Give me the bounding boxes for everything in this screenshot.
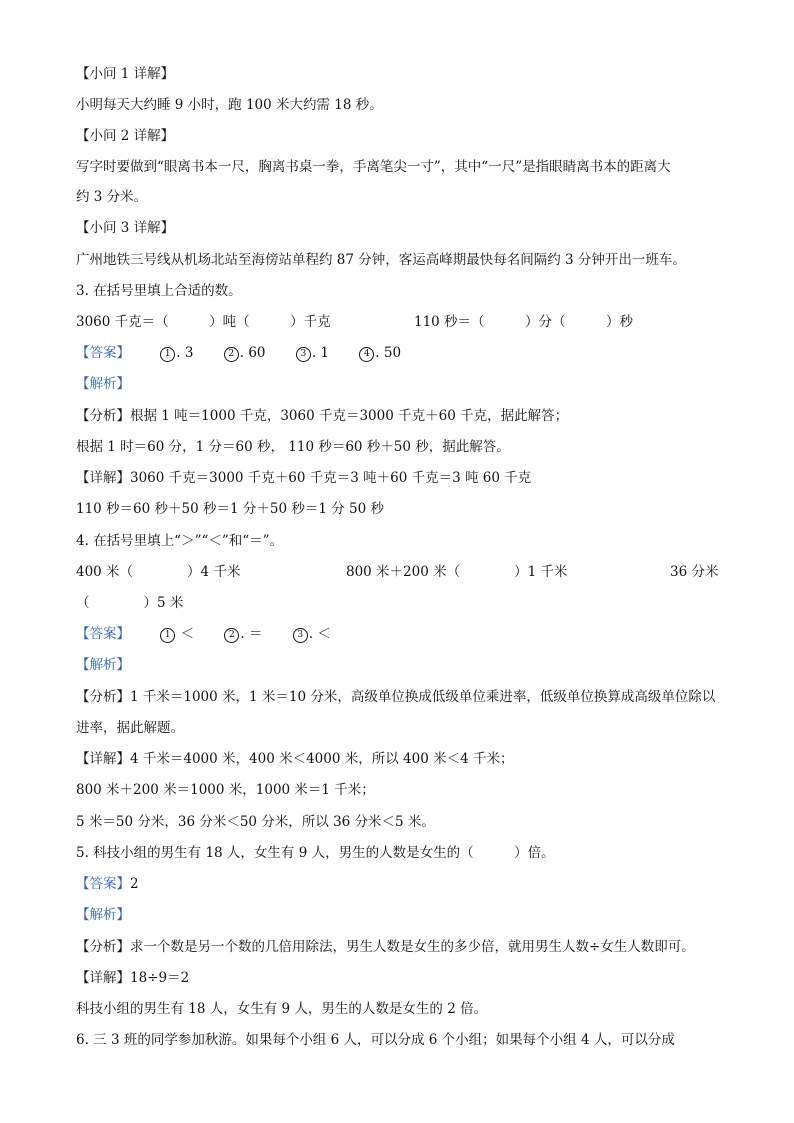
sub2-heading: 【小问 2 详解】 [76,128,175,144]
circled-number-2: 2 [224,347,239,362]
circled-number-1: 1 [160,347,175,362]
q4-answer-2 [224,624,262,644]
q3-item2: 110 秒＝（ ）分（ ）秒 [414,314,634,330]
q4-answer-2-value: . ＝ [240,626,263,642]
q3-answer-1-value: . 3 [176,345,194,361]
q5-answer-value: 2 [130,876,139,892]
q4-answer-3 [293,624,331,644]
q4-item1: 400 米（ ）4 千米 [76,564,241,580]
q6-title: 6. 三 3 班的同学参加秋游。如果每个小组 6 人，可以分成 6 个小组；如果每个小组 4 人，可以分成 [76,1032,675,1048]
sub1-heading: 【小问 1 详解】 [76,66,175,82]
q3-jiexi: 【解析】 [76,376,130,392]
q4-item3b: （ ）5 米 [76,595,184,611]
sub2-text-line2: 约 3 分米。 [76,189,148,205]
q3-item1: 3060 千克＝（ ）吨（ ）千克 [76,314,331,330]
q4-answer-3-value: . ＜ [308,626,331,642]
q4-detail-3: 5 米＝50 分米，36 分米＜50 分米，所以 36 分米＜5 米。 [76,814,435,830]
q4-jiexi: 【解析】 [76,657,130,673]
q4-item3a: 36 分米 [670,564,719,580]
q4-answer-label: 【答案】 [76,626,130,642]
q3-answer-4 [359,343,401,363]
sub1-text: 小明每天大约睡 9 小时，跑 100 米大约需 18 秒。 [76,97,383,113]
sub2-text-line1: 写字时要做到“眼离书本一尺，胸离书桌一拳，手离笔尖一寸”，其中“一尺”是指眼睛离书本的距离大 [76,159,671,175]
q3-detail-2: 110 秒＝60 秒＋50 秒＝1 分＋50 秒＝1 分 50 秒 [76,501,384,517]
q3-analysis-2: 根据 1 时＝60 分，1 分＝60 秒， 110 秒＝60 秒＋50 秒，据此解答。 [76,439,510,455]
q4-detail-2: 800 米＋200 米＝1000 米，1000 米＝1 千米； [76,782,375,798]
q4-item2: 800 米＋200 米（ ）1 千米 [346,564,568,580]
circled-number-3: 3 [296,347,311,362]
q4-detail-1: 【详解】4 千米＝4000 米，400 米＜4000 米，所以 400 米＜4 千米； [76,751,514,767]
q5-analysis: 【分析】求一个数是另一个数的几倍用除法，男生人数是女生的多少倍，就用男生人数÷女生人数即可。 [76,939,695,955]
sub3-heading: 【小问 3 详解】 [76,220,175,236]
circled-number-3: 3 [293,628,308,643]
q3-answer-3 [296,343,329,363]
q4-analysis-1: 【分析】1 千米＝1000 米，1 米＝10 分米，高级单位换成低级单位乘进率，低级单位换算成高级单位除以 [76,689,716,705]
q5-answer [76,874,139,894]
q5-detail-1: 【详解】18÷9＝2 [76,970,190,986]
q3-answer-2 [224,343,266,363]
q3-answer-1 [160,343,193,363]
sub3-text: 广州地铁三号线从机场北站至海傍站单程约 87 分钟，客运高峰期最快每名间隔约 3 分钟开出一班车。 [76,252,686,268]
q4-answer-1 [160,624,194,644]
q3-answer-2-value: . 60 [239,345,266,361]
circled-number-2: 2 [224,628,239,643]
q3-answer [76,343,401,363]
circled-number-1: 1 [160,628,175,643]
q3-answer-4-value: . 50 [375,345,402,361]
q5-jiexi: 【解析】 [76,907,130,923]
q5-title: 5. 科技小组的男生有 18 人，女生有 9 人，男生的人数是女生的（ ）倍。 [76,845,555,861]
q3-analysis-1: 【分析】根据 1 吨＝1000 千克，3060 千克＝3000 千克＋60 千克，据此解答； [76,408,569,424]
q5-detail-2: 科技小组的男生有 18 人，女生有 9 人，男生的人数是女生的 2 倍。 [76,1001,488,1017]
circled-number-4: 4 [359,347,374,362]
q4-answer-1-value: ＜ [180,626,195,642]
q5-answer-label: 【答案】 [76,876,130,892]
q4-analysis-2: 进率，据此解题。 [76,720,184,736]
q4-answer [76,624,331,644]
q3-title: 3. 在括号里填上合适的数。 [76,283,242,299]
q3-detail-1: 【详解】3060 千克＝3000 千克＋60 千克＝3 吨＋60 千克＝3 吨 60 千克 [76,470,532,486]
q3-answer-label: 【答案】 [76,345,130,361]
q3-answer-3-value: . 1 [311,345,329,361]
q4-title: 4. 在括号里填上“＞”“＜”和“＝”。 [76,533,284,549]
